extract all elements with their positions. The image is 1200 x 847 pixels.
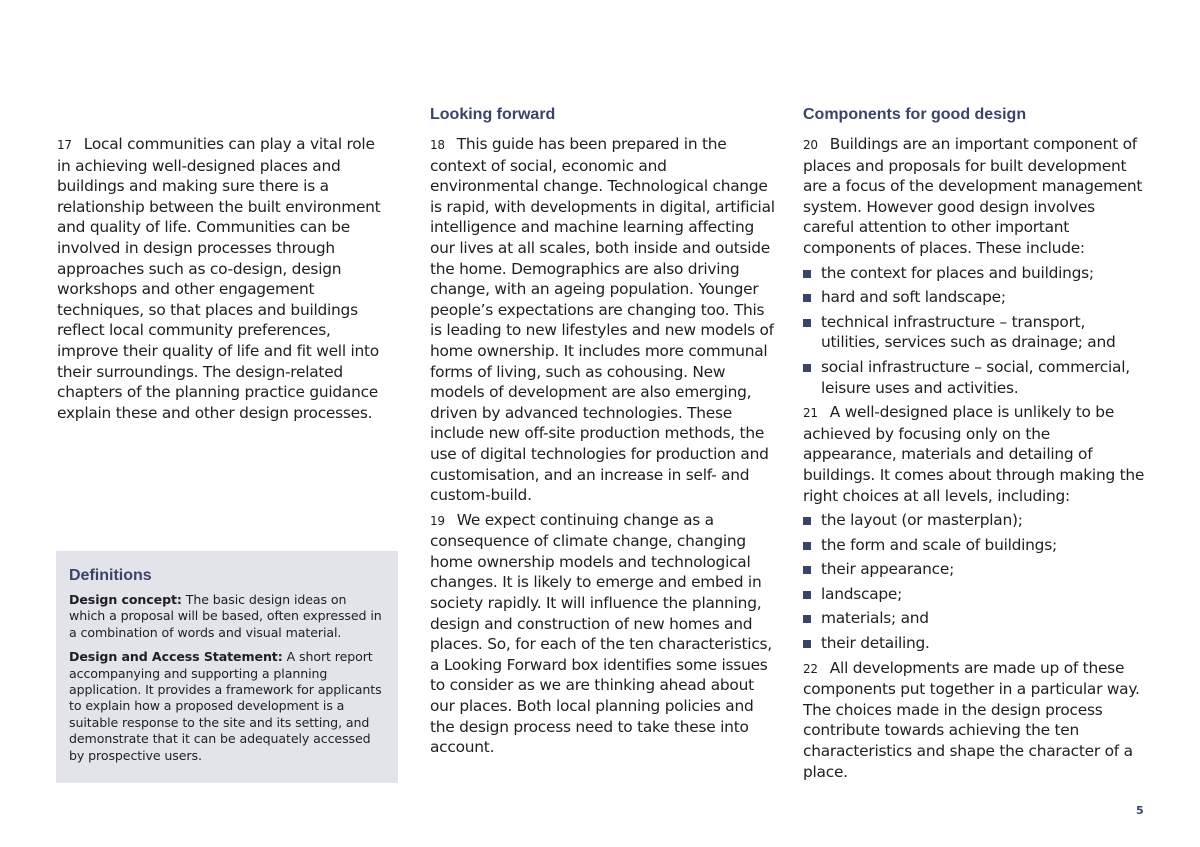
paragraph-number: 21 (803, 406, 818, 421)
list-item (803, 510, 1148, 531)
paragraph-17 (57, 134, 387, 423)
list-item-text: materials; and (821, 609, 929, 628)
list-item (803, 559, 1148, 580)
paragraph-18 (430, 134, 775, 506)
list-item-text: the form and scale of buildings; (821, 535, 1057, 554)
definition-term: Design concept: (69, 592, 182, 607)
paragraph-text: A well-designed place is unlikely to be achieved by focusing only on the appearance, materials and detailing of buildings. It comes about through making the right choices at all levels, including: (803, 403, 1145, 505)
paragraph-number: 19 (430, 513, 445, 528)
components-heading: Components for good design (803, 106, 1027, 123)
square-bullet-icon (803, 591, 811, 599)
list-item (803, 263, 1148, 284)
list-item-text: their detailing. (821, 634, 930, 653)
square-bullet-icon (803, 364, 811, 372)
list-item (803, 608, 1148, 629)
page-number: 5 (1136, 804, 1144, 817)
definition-text: The basic design ideas on which a proposal will be based, often expressed in a combination of words and visual material. (69, 592, 382, 640)
definitions-title: Definitions (69, 567, 152, 584)
paragraph-number: 20 (803, 138, 818, 152)
paragraph-text: We expect continuing change as a consequence of climate change, changing home ownership models and technological changes. It is likely to emerge and embed in society rapidly. It will influence the planning, design and construction of new homes and places. So, for each of the ten characteristics, a Looking Forward box identifies some issues to consider as we are thinking ahead about our places. Both local planning policies and the design process need to take these into account. (430, 510, 772, 757)
list-item-text: the context for places and buildings; (821, 263, 1094, 282)
paragraph-21 (803, 402, 1148, 506)
square-bullet-icon (803, 542, 811, 550)
definition-term: Design and Access Statement: (69, 649, 283, 665)
list-item (803, 633, 1148, 654)
list-item-text: technical infrastructure – transport, utilities, services such as drainage; and (821, 312, 1116, 352)
paragraph-text: This guide has been prepared in the context of social, economic and environmental change. Technological change is rapid, with developments in digital, artificial intelligence and machine learning affecting our lives at all scales, both inside and outside the home. Demographics are also driving change, with an ageing population. Younger people’s expectations are changing too. This is leading to new lifestyles and new models of home ownership. It includes more communal forms of living, such as cohousing. New models of development are also emerging, driven by advanced technologies. These include new off-site production methods, the use of digital technologies for production and customisation, and an increase in self- and custom-build. (430, 135, 775, 505)
definitions-box (56, 551, 398, 783)
paragraph-number: 22 (803, 661, 818, 676)
paragraph-number: 17 (57, 138, 72, 152)
list-item (803, 584, 1148, 605)
square-bullet-icon (803, 640, 811, 648)
square-bullet-icon (803, 517, 811, 525)
square-bullet-icon (803, 270, 811, 278)
paragraph-text: All developments are made up of these components put together in a particular way. The choices made in the design process contribute towards achieving the ten characteristics and shape the character of a place. (803, 658, 1140, 781)
list-item (803, 287, 1148, 308)
list-item-text: hard and soft landscape; (821, 288, 1006, 307)
paragraph-20 (803, 134, 1148, 259)
square-bullet-icon (803, 294, 811, 302)
paragraph-22 (803, 658, 1148, 783)
column-3 (803, 104, 1148, 786)
list-item-text: the layout (or masterplan); (821, 511, 1023, 530)
paragraph-19 (430, 510, 775, 758)
column-1 (57, 104, 387, 427)
definition-design-concept (69, 592, 385, 641)
paragraph-number: 18 (430, 138, 445, 152)
list-item-text: their appearance; (821, 560, 955, 579)
definition-design-access-statement (69, 649, 385, 764)
components-list (803, 263, 1148, 399)
paragraph-text: Buildings are an important component of places and proposals for built development are a focus of the development management system. However good design involves careful attention to other important components of places. These include: (803, 135, 1143, 257)
column-1-spacer (57, 104, 387, 134)
looking-forward-heading: Looking forward (430, 106, 556, 123)
list-item-text: landscape; (821, 584, 903, 603)
column-2 (430, 104, 775, 762)
paragraph-text: Local communities can play a vital role in achieving well-designed places and buildings and making sure there is a relationship between the built environment and quality of life. Communities can be involved in design processes through approaches such as co-design, design workshops and other engagement techniques, so that places and buildings reflect local community preferences, improve their quality of life and fit well into their surroundings. The design-related chapters of the planning practice guidance explain these and other design processes. (57, 135, 381, 422)
square-bullet-icon (803, 566, 811, 574)
square-bullet-icon (803, 615, 811, 623)
definition-text: A short report accompanying and supporting a planning application. It provides a framework for applicants to explain how a proposed development is a suitable response to the site and its setting, and demonstrate that it can be adequately accessed by prospective users. (69, 649, 382, 763)
choices-list (803, 510, 1148, 654)
square-bullet-icon (803, 319, 811, 327)
list-item (803, 312, 1148, 353)
list-item-text: social infrastructure – social, commercial, leisure uses and activities. (821, 357, 1130, 397)
list-item (803, 357, 1148, 398)
list-item (803, 535, 1148, 556)
